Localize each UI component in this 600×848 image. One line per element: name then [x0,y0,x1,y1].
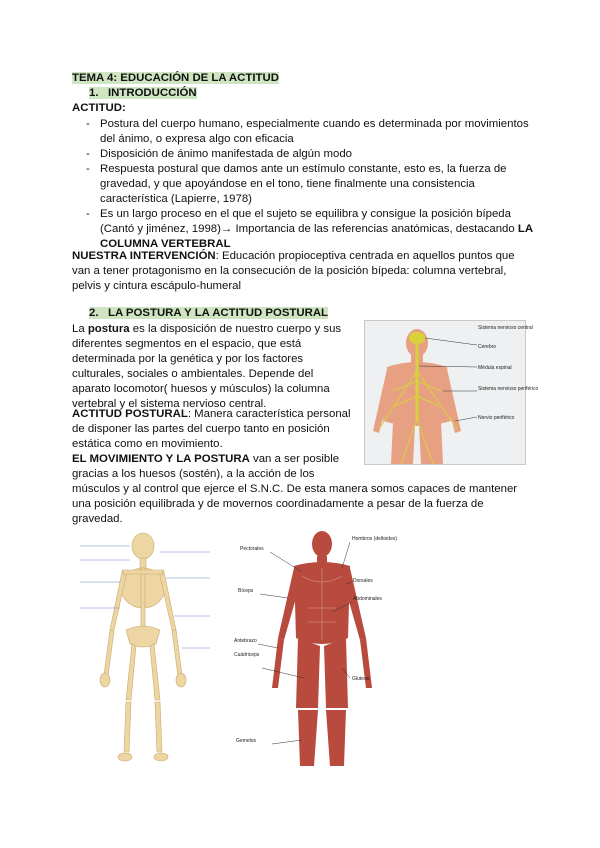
label-snc: Sistema nervioso central [478,325,533,331]
movimiento-paragraph-end: músculos y al control que ejerce el S.N.C. De esta manera somos capaces de mantener una posición equilibrada y de movernos coordinadamente a pesar de la fuerza de gravedad. [72,483,518,525]
label-pectorales: Pectorales [240,546,264,552]
label-abdominales: Abdominales [353,596,382,602]
skeleton-illustration [70,530,220,770]
label-antebrazo: Antebrazo [234,638,257,644]
label-cerebro: Cerebro [478,344,497,350]
actitud-postural-paragraph: ACTITUD POSTURAL: Manera característica personal de disponer las partes del cuerpo tanto en posición estática como en movimiento. [72,408,351,450]
list-item: - Postura del cuerpo humano, especialmente cuando es determinada por movimientos del ánimo, o expresa algo con eficacia [72,117,534,147]
label-biceps: Bíceps [238,588,254,594]
label-hombros: Hombros (deltoides) [352,536,398,542]
label-dorsales: Dorsales [353,578,373,584]
list-item: - Es un largo proceso en el que el sujeto se equilibra y consigue la posición bípeda (Cantó y jiménez, 1998)→ Importancia de las referencias anatómicas, destacando LA COLUMNA VERTEBRAL [72,207,534,252]
list-item: - Respuesta postural que damos ante un estímulo constante, esto es, la fuerza de gravedad, y que apoyándose en el tono, tiene finalmente una consistencia característica (Lapierre, 1978) [72,162,534,207]
actitud-subheading: ACTITUD: [72,102,126,114]
nervous-system-illustration [365,321,539,464]
label-nervio: Nervio periférico [478,415,515,421]
label-cuadriceps: Cuádriceps [234,652,260,658]
actitud-definition-list [72,117,534,252]
brain-icon [409,332,425,344]
intervention-paragraph: NUESTRA INTERVENCIÓN: Educación propioceptiva centrada en aquellos puntos que van a tener protagonismo en la consecución de la posición bípeda: columna vertebral, pelvis y cintura escápulo-humeral [72,250,515,292]
muscle-illustration [232,528,412,778]
section-1-heading: 1. INTRODUCCIÓN [89,87,197,99]
label-gluteos: Gluteos [352,676,370,682]
postura-paragraph: La postura es la disposición de nuestro cuerpo y sus diferentes segmentos en el espacio, que está determinada por la genética y por los factores culturales, sociales o ambientales. Depende del aparato locomotor( huesos y músculos) la columna vertebral y el sistema nervioso central. [72,323,342,410]
label-medula: Médula espinal [478,365,512,371]
page-title: TEMA 4: EDUCACIÓN DE LA ACTITUD [72,72,279,84]
list-item: - Disposición de ánimo manifestada de algún modo [72,147,534,162]
label-gemelos: Gemelos [236,738,257,744]
section-2-heading: 2. LA POSTURA Y LA ACTITUD POSTURAL [89,307,329,319]
nervous-system-figure [364,320,539,465]
skeleton-figure [70,530,220,770]
movimiento-paragraph-start: EL MOVIMIENTO Y LA POSTURA van a ser posible gracias a los huesos (sostén), a la acción de los [72,453,340,480]
muscular-system-figure [232,528,412,778]
label-snp: Sistema nervioso periférico [478,386,539,392]
